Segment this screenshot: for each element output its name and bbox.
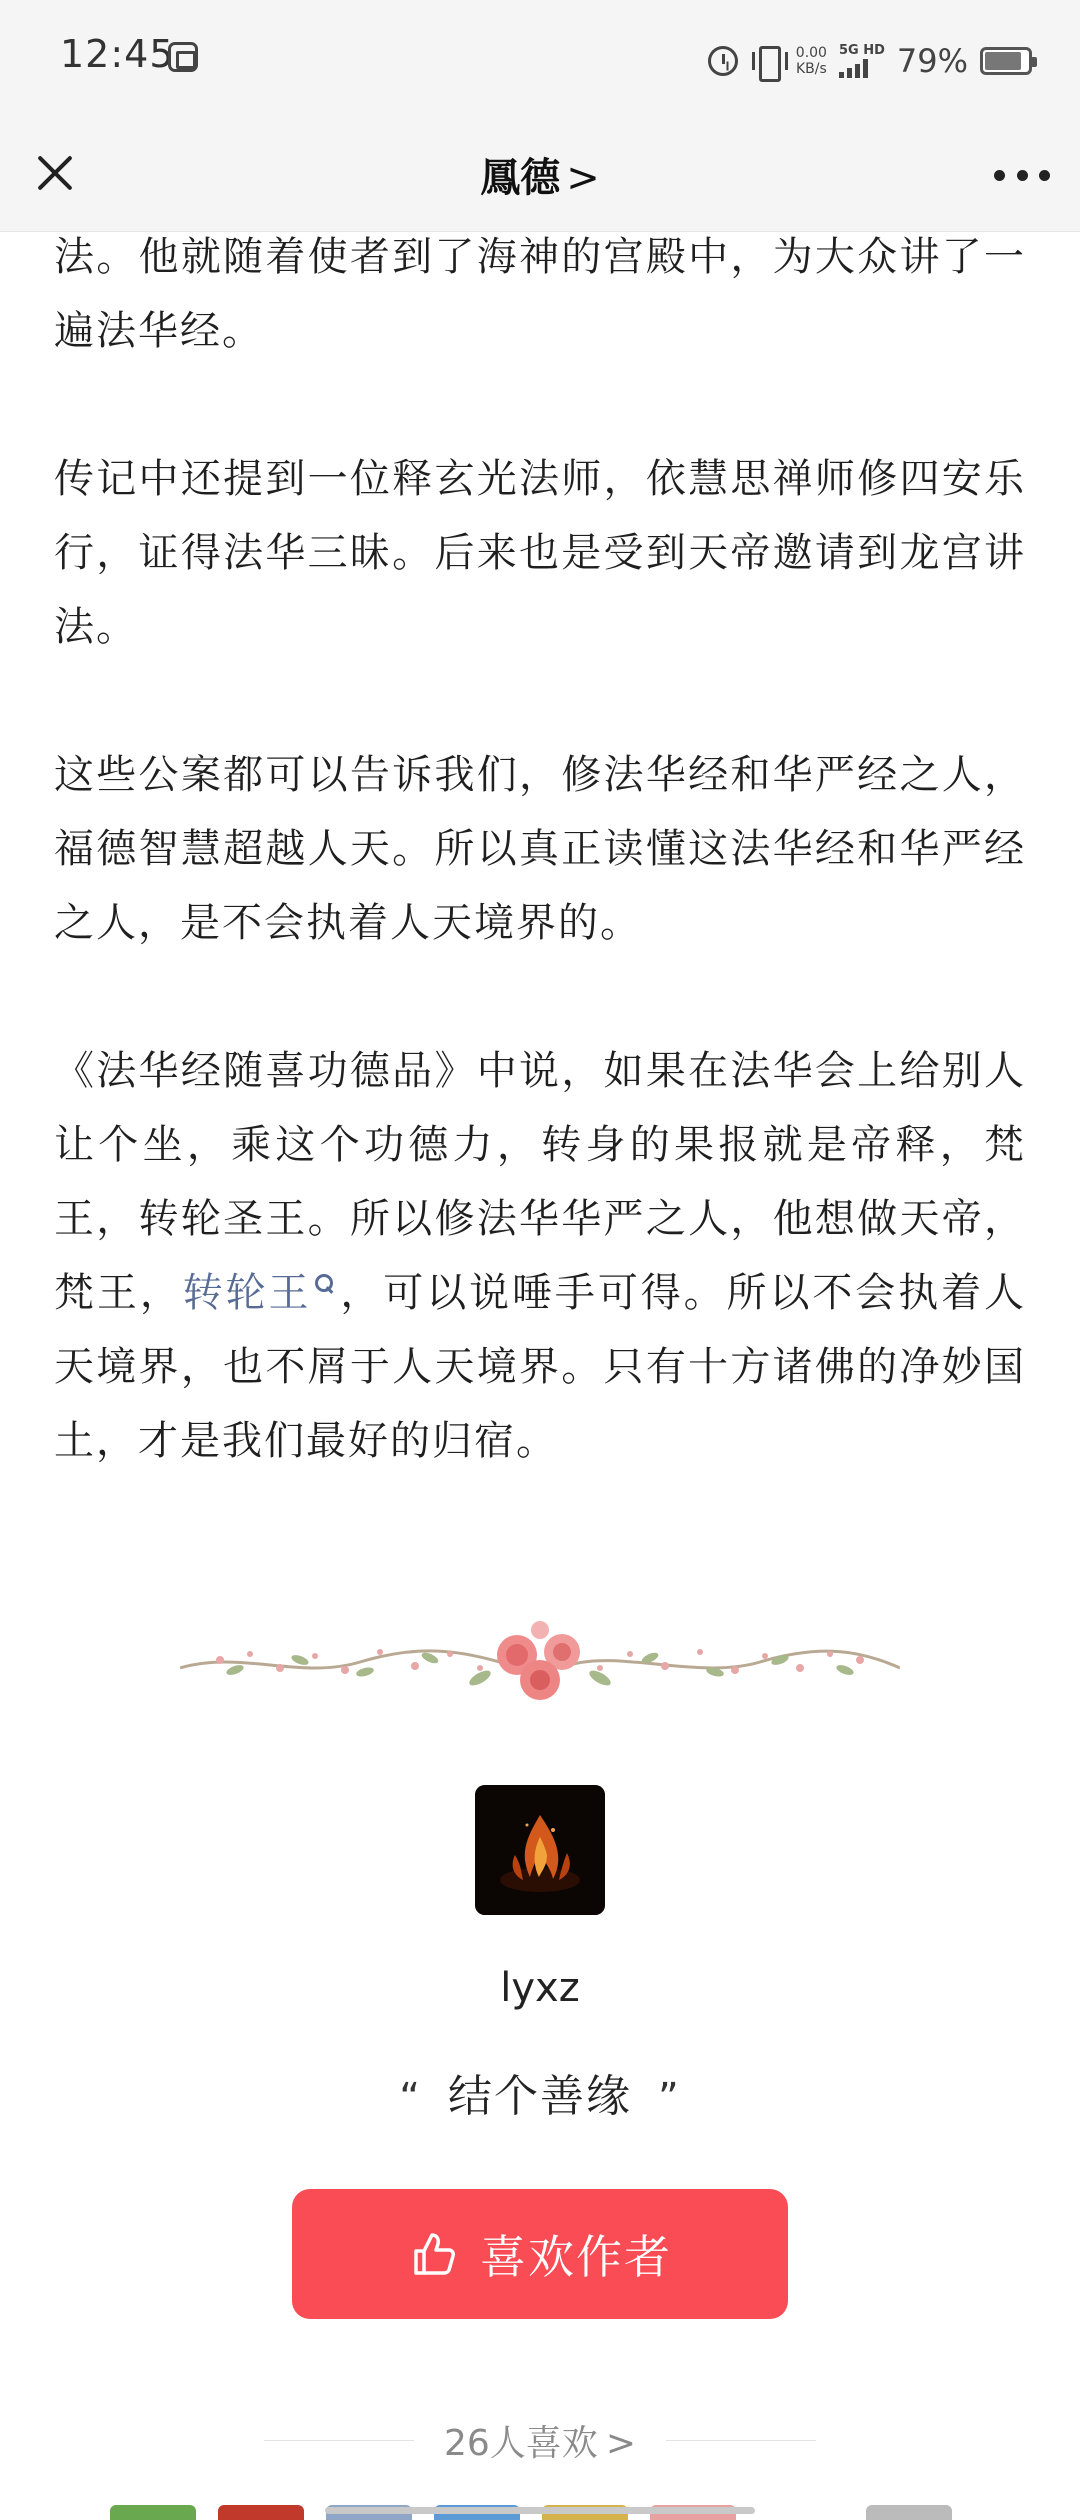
signal-icon xyxy=(839,44,885,78)
likes-count: 26人喜欢 xyxy=(444,2422,598,2464)
account-title[interactable] xyxy=(0,146,1080,203)
quote-open: “ xyxy=(399,2075,422,2121)
battery-fill xyxy=(985,52,1021,70)
article-paragraph: 传记中还提到一位释玄光法师，依慧思禅师修四安乐行，证得法华三昧。后来也是受到天帝邀请到龙宫讲法。 xyxy=(54,456,1026,650)
likes-count-link[interactable] xyxy=(444,2415,636,2466)
vibrate-icon xyxy=(750,44,784,78)
network-type: 5G HD xyxy=(838,43,885,58)
status-time: 12:45 xyxy=(60,32,175,76)
divider xyxy=(264,2440,414,2441)
home-indicator[interactable] xyxy=(325,2507,755,2514)
liker-avatar[interactable] xyxy=(218,2505,304,2520)
liker-avatar[interactable] xyxy=(866,2505,952,2520)
like-author-button[interactable] xyxy=(292,2189,788,2319)
article-body xyxy=(54,220,1026,1552)
like-author-label: 喜欢作者 xyxy=(480,2230,672,2284)
network-speed-value: 0.00 xyxy=(795,45,827,61)
liker-avatar[interactable] xyxy=(758,2505,844,2520)
article-paragraph xyxy=(54,1034,1026,1478)
account-name: 鳳德 xyxy=(480,155,561,201)
status-bar xyxy=(0,0,1080,120)
paragraph-text: ，可以说唾手可得。所以不会执着人天境界，也不屑于人天境界。只有十方诸佛的净妙国土，才是我们最好的归宿。 xyxy=(54,1270,1027,1464)
search-link[interactable]: 转轮王 xyxy=(182,1270,312,1316)
battery-icon xyxy=(980,47,1032,75)
liker-avatar[interactable] xyxy=(110,2505,196,2520)
likes-row xyxy=(0,2410,1080,2470)
divider xyxy=(666,2440,816,2441)
gallery-icon xyxy=(168,42,198,72)
alarm-icon xyxy=(708,46,738,76)
chevron-right-icon: > xyxy=(566,155,600,201)
chevron-right-icon: > xyxy=(605,2422,636,2464)
avatar[interactable] xyxy=(475,1785,605,1915)
status-indicators xyxy=(708,36,1032,86)
article-paragraph: 这些公案都可以告诉我们，修法华经和华严经之人，福德智慧超越人天。所以真正读懂这法华经和华严经之人，是不会执着人天境界的。 xyxy=(54,752,1026,946)
author-quote xyxy=(0,2060,1080,2124)
more-icon[interactable] xyxy=(994,160,1050,190)
paragraph-text: 《法华经随喜功德品》中说，如果在法华会上给别人让个坐，乘这个功德力，转身的果报就是帝释，梵王，转轮圣王。所以修法华华严之人，他想做天帝，梵王， xyxy=(54,1048,1026,1316)
article-paragraph: 法。他就随着使者到了海神的宫殿中，为大众讲了一遍法华经。 xyxy=(54,234,1026,354)
signal-bars xyxy=(839,58,868,78)
battery-percent: 79% xyxy=(896,42,968,80)
thumbs-up-icon xyxy=(408,2229,458,2279)
network-speed xyxy=(796,45,827,77)
network-speed-unit: KB/s xyxy=(795,61,827,77)
author-name: lyxz xyxy=(500,1965,580,2011)
quote-text: 结个善缘 xyxy=(448,2071,632,2122)
nav-bar xyxy=(0,120,1080,232)
search-icon[interactable] xyxy=(315,1274,333,1292)
floral-divider xyxy=(180,1610,900,1710)
campfire-image xyxy=(475,1785,605,1915)
quote-close: ” xyxy=(658,2075,681,2121)
